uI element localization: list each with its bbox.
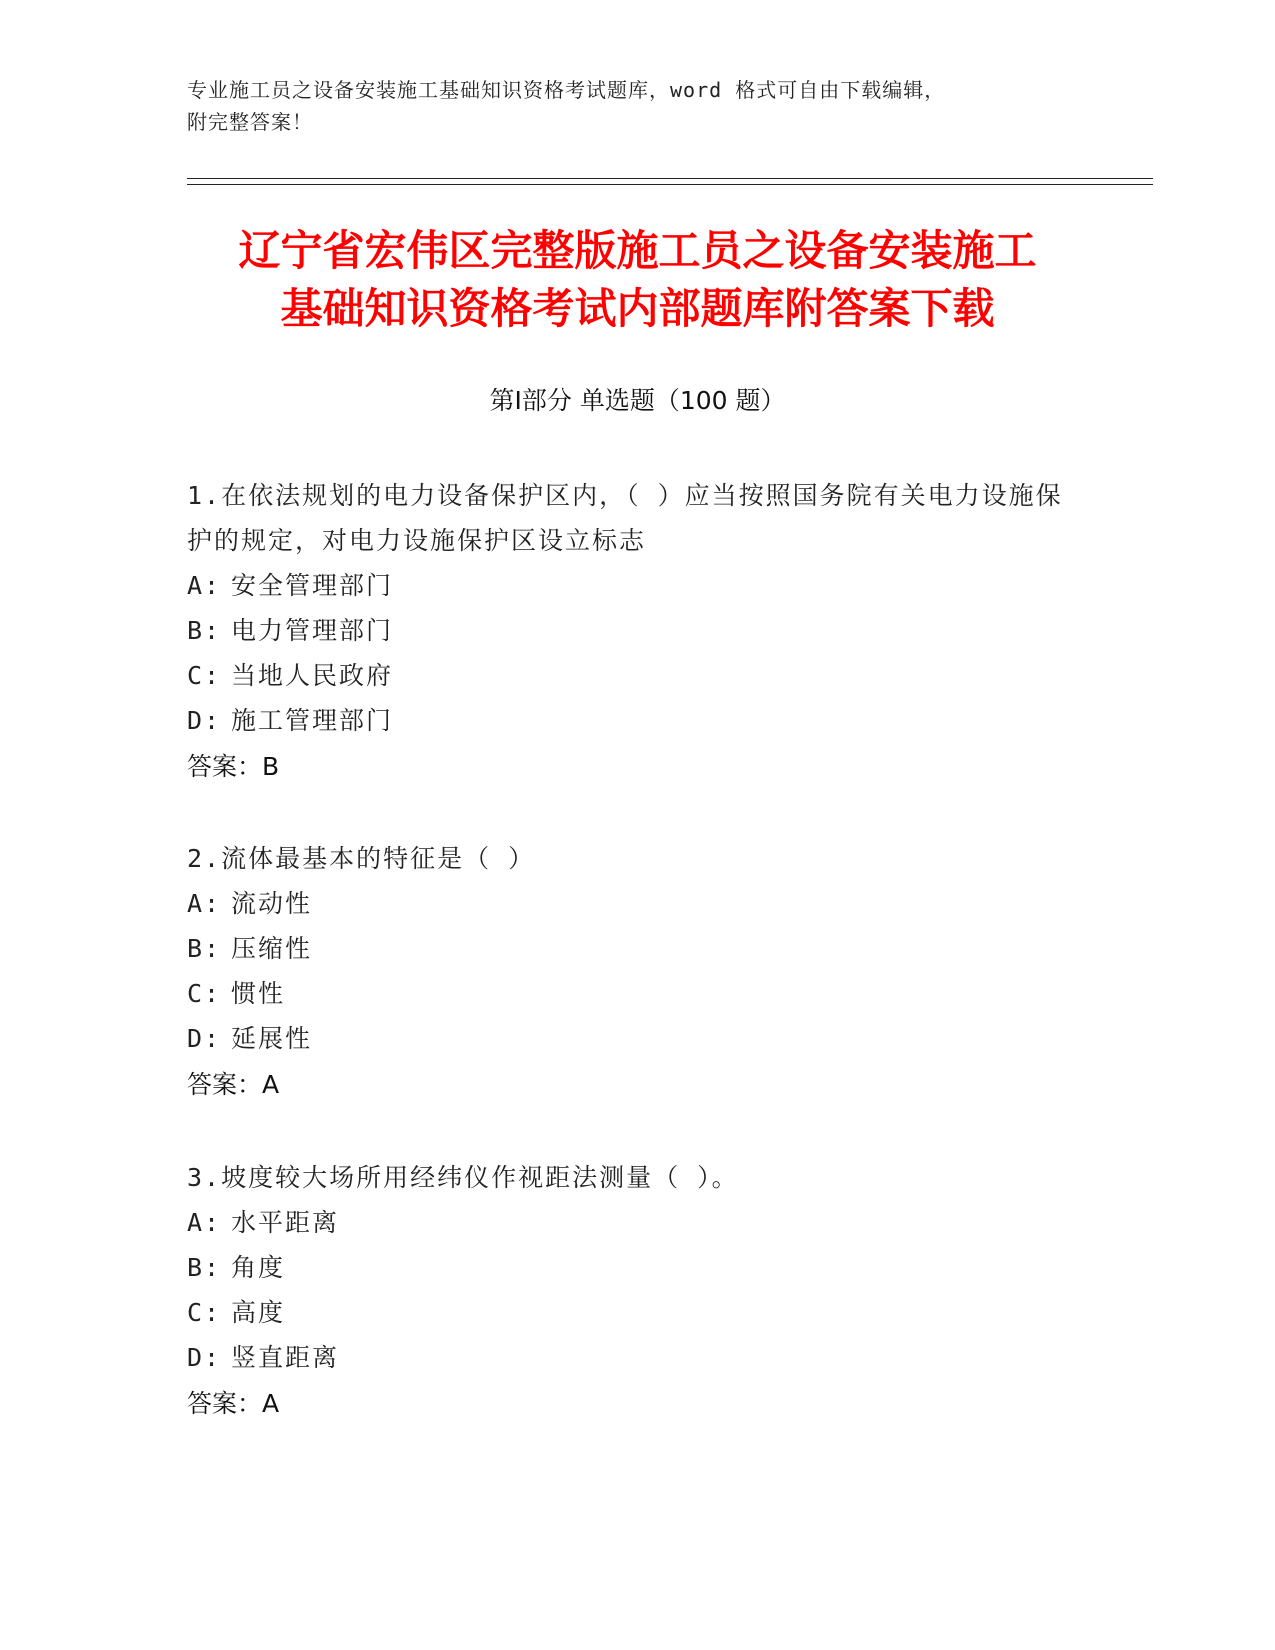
option-c (187, 971, 1087, 1016)
option-a (187, 563, 1087, 608)
option-text: 安全管理部门 (231, 571, 394, 600)
option-text: 当地人民政府 (231, 661, 394, 690)
option-letter: C: (187, 1298, 222, 1327)
option-text: 角度 (231, 1253, 286, 1282)
option-text: 流动性 (231, 889, 313, 918)
option-d (187, 1016, 1087, 1061)
option-letter: A: (187, 1208, 222, 1237)
option-text: 延展性 (231, 1024, 313, 1053)
option-c (187, 1290, 1087, 1335)
option-letter: D: (187, 1343, 222, 1372)
option-a (187, 1200, 1087, 1245)
option-letter: C: (187, 979, 222, 1008)
option-letter: A: (187, 571, 222, 600)
option-text: 施工管理部门 (231, 706, 394, 735)
document-title (150, 222, 1125, 338)
document-header-note (187, 74, 1067, 138)
header-divider (187, 184, 1153, 185)
option-letter: B: (187, 934, 222, 963)
title-line: 辽宁省宏伟区完整版施工员之设备安装施工 (238, 226, 1037, 275)
option-b (187, 608, 1087, 653)
option-c (187, 653, 1087, 698)
answer-line: 答案：B (187, 752, 280, 781)
option-text: 水平距离 (231, 1208, 340, 1237)
section-heading: 第Ⅰ部分 单选题（100 题） (489, 386, 786, 415)
option-text: 惯性 (231, 979, 286, 1008)
option-b (187, 1245, 1087, 1290)
option-letter: B: (187, 616, 222, 645)
option-d (187, 1335, 1087, 1380)
option-text: 电力管理部门 (231, 616, 394, 645)
question-block (187, 836, 1087, 1107)
header-note-line: 附完整答案！ (187, 110, 313, 134)
question-stem: 3.坡度较大场所用经纬仪作视距法测量（ ）。 (187, 1163, 739, 1192)
option-b (187, 926, 1087, 971)
header-note-line: 专业施工员之设备安装施工基础知识资格考试题库，word 格式可自由下载编辑， (187, 78, 946, 102)
question-stem: 2.流体最基本的特征是（ ） (187, 844, 536, 873)
option-letter: D: (187, 706, 222, 735)
answer-line: 答案：A (187, 1389, 280, 1418)
option-letter: D: (187, 1024, 222, 1053)
option-text: 高度 (231, 1298, 286, 1327)
option-a (187, 881, 1087, 926)
option-text: 竖直距离 (231, 1343, 340, 1372)
option-d (187, 698, 1087, 743)
option-letter: A: (187, 889, 222, 918)
question-stem: 1.在依法规划的电力设备保护区内，（ ）应当按照国务院有关电力设施保护的规定，对电力设施保护区设立标志 (187, 481, 1063, 555)
answer-line: 答案：A (187, 1070, 280, 1099)
title-line: 基础知识资格考试内部题库附答案下载 (280, 284, 995, 333)
option-letter: B: (187, 1253, 222, 1282)
header-divider (187, 178, 1153, 179)
option-text: 压缩性 (231, 934, 313, 963)
question-block (187, 1155, 1087, 1426)
option-letter: C: (187, 661, 222, 690)
question-block (187, 473, 1087, 789)
